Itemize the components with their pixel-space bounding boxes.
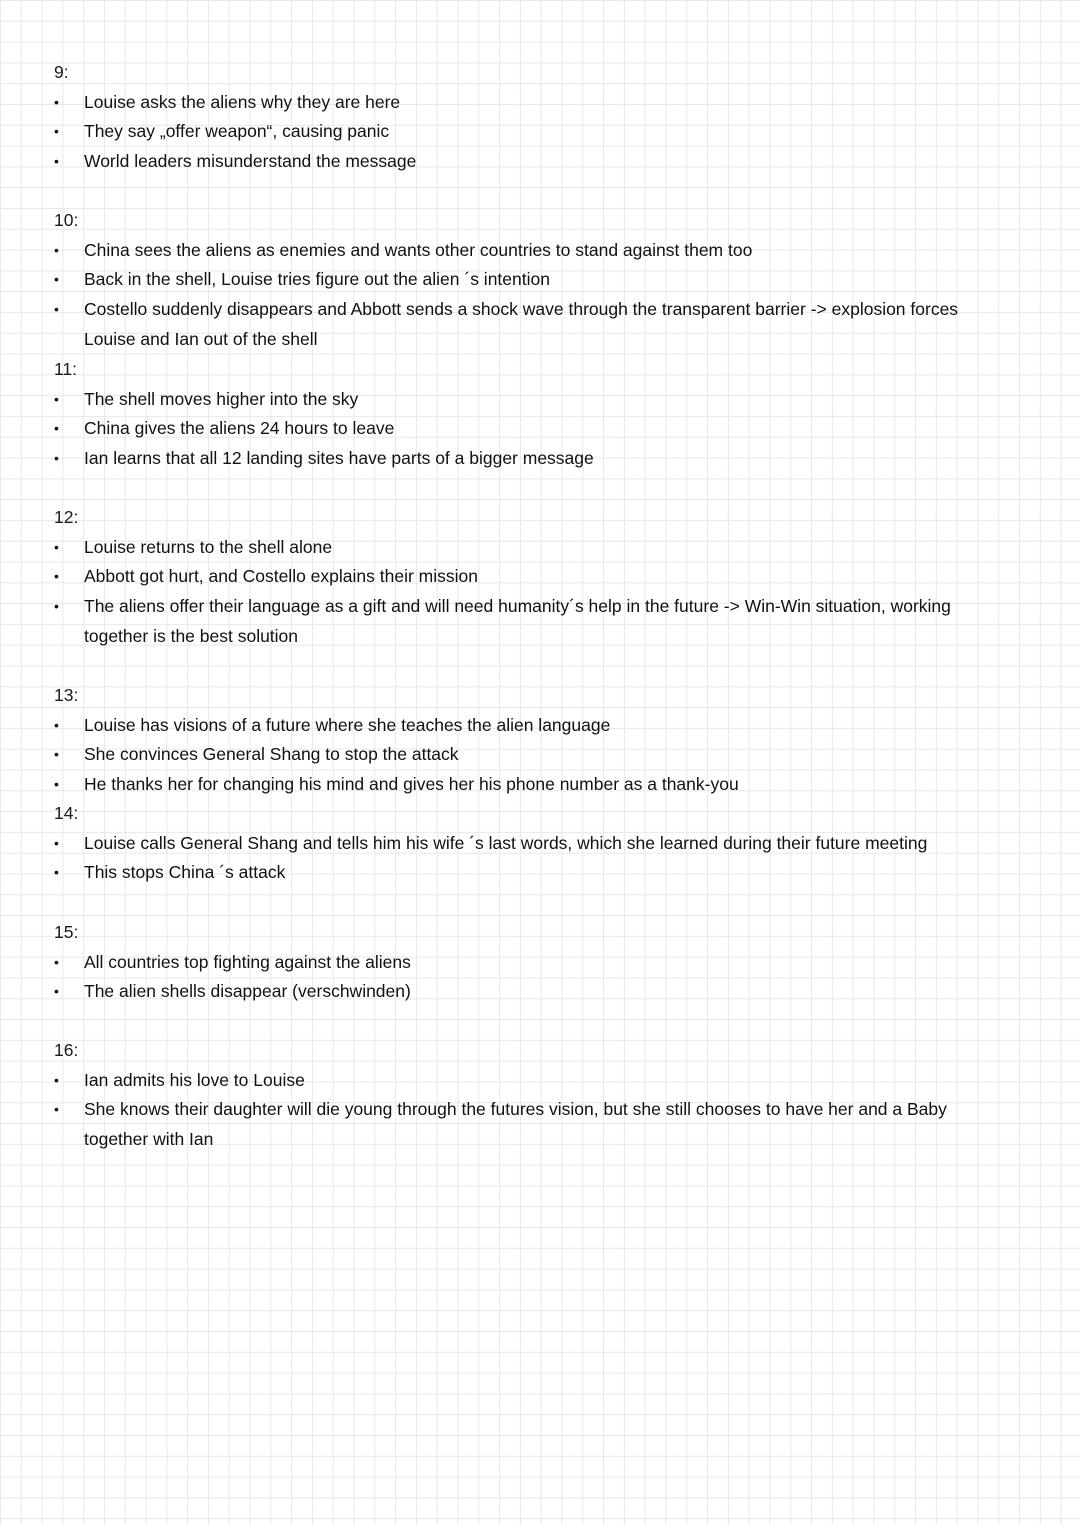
bullet-list: [54, 1066, 1014, 1155]
bullet-icon: •: [54, 301, 59, 318]
section-10: [54, 206, 1014, 355]
list-item-text: Ian admits his love to Louise: [84, 1069, 305, 1090]
list-item: [54, 977, 1014, 1007]
list-item: [54, 829, 1014, 859]
list-item-text: This stops China ´s attack: [84, 862, 286, 883]
bullet-icon: •: [54, 568, 59, 585]
list-item: [54, 562, 1014, 592]
list-item-text: She knows their daughter will die young through the futures vision, but she still chooses to have her and a Baby together with Ian: [84, 1099, 947, 1150]
list-item-text: They say „offer weapon“, causing panic: [84, 121, 390, 142]
list-item: [54, 117, 1014, 147]
list-item-text: The alien shells disappear (verschwinden): [84, 981, 411, 1002]
bullet-list: [54, 711, 1014, 800]
list-item: [54, 1095, 1014, 1154]
section-heading: 10:: [54, 210, 79, 230]
list-item: [54, 236, 1014, 266]
list-item: [54, 147, 1014, 177]
section-heading: 13:: [54, 685, 79, 705]
bullet-list: [54, 385, 1014, 474]
bullet-icon: •: [54, 598, 59, 615]
list-item: [54, 414, 1014, 444]
list-item: [54, 265, 1014, 295]
list-item: [54, 948, 1014, 978]
list-item-text: He thanks her for changing his mind and gives her his phone number as a thank-you: [84, 774, 739, 795]
list-item: [54, 711, 1014, 741]
list-item: [54, 444, 1014, 474]
bullet-icon: •: [54, 834, 59, 851]
list-item-text: The aliens offer their language as a gift and will need humanity´s help in the future -> Win-Win situation, working together is the best solution: [84, 596, 951, 646]
section-heading: 9:: [54, 62, 69, 82]
list-item: [54, 592, 1014, 651]
section-16: [54, 1036, 1014, 1155]
bullet-icon: •: [54, 776, 59, 793]
list-item-text: Louise calls General Shang and tells him his wife ´s last words, which she learned during their future meeting: [84, 832, 928, 853]
list-item-text: The shell moves higher into the sky: [84, 388, 359, 409]
list-item: [54, 88, 1014, 118]
bullet-list: [54, 533, 1014, 652]
bullet-icon: •: [54, 420, 59, 437]
section-14: [54, 799, 1014, 888]
list-item-text: China gives the aliens 24 hours to leave: [84, 418, 395, 439]
list-item: [54, 1066, 1014, 1096]
list-item: [54, 770, 1014, 800]
list-item-text: Abbott got hurt, and Costello explains their mission: [84, 566, 478, 587]
list-item: [54, 295, 1014, 354]
bullet-icon: •: [54, 746, 59, 763]
list-item: [54, 533, 1014, 563]
bullet-icon: •: [54, 271, 59, 288]
bullet-icon: •: [54, 123, 59, 140]
section-heading: 12:: [54, 507, 79, 527]
bullet-icon: •: [54, 953, 59, 970]
bullet-list: [54, 88, 1014, 177]
bullet-list: [54, 948, 1014, 1007]
section-9: [54, 58, 1014, 177]
bullet-icon: •: [54, 983, 59, 1000]
section-heading: 15:: [54, 922, 79, 942]
section-12: [54, 503, 1014, 652]
bullet-list: [54, 236, 1014, 355]
bullet-list: [54, 829, 1014, 888]
bullet-icon: •: [54, 153, 59, 170]
bullet-icon: •: [54, 538, 59, 555]
bullet-icon: •: [54, 93, 59, 110]
section-heading: 11:: [54, 359, 78, 379]
list-item-text: Back in the shell, Louise tries figure out the alien ´s intention: [84, 269, 550, 290]
list-item-text: Louise has visions of a future where she teaches the alien language: [84, 714, 611, 735]
section-11: [54, 355, 1014, 474]
bullet-icon: •: [54, 864, 59, 881]
list-item: [54, 858, 1014, 888]
bullet-icon: •: [54, 450, 59, 467]
section-heading: 14:: [54, 803, 79, 823]
section-15: [54, 918, 1014, 1007]
list-item: [54, 740, 1014, 770]
list-item-text: All countries top fighting against the aliens: [84, 951, 411, 972]
list-item-text: Ian learns that all 12 landing sites have parts of a bigger message: [84, 448, 594, 469]
list-item-text: She convinces General Shang to stop the attack: [84, 744, 459, 765]
list-item-text: Louise asks the aliens why they are here: [84, 91, 401, 112]
bullet-icon: •: [54, 716, 59, 733]
section-13: [54, 681, 1014, 800]
bullet-icon: •: [54, 1101, 59, 1118]
list-item-text: China sees the aliens as enemies and wants other countries to stand against them too: [84, 239, 753, 260]
bullet-icon: •: [54, 390, 59, 407]
list-item-text: Louise returns to the shell alone: [84, 536, 333, 557]
bullet-icon: •: [54, 1071, 59, 1088]
list-item-text: World leaders misunderstand the message: [84, 151, 417, 172]
list-item-text: Costello suddenly disappears and Abbott sends a shock wave through the transparent barrier -> explosion forces Louise and Ian out of the shell: [84, 299, 959, 349]
bullet-icon: •: [54, 241, 59, 258]
section-heading: 16:: [54, 1040, 79, 1060]
list-item: [54, 385, 1014, 415]
